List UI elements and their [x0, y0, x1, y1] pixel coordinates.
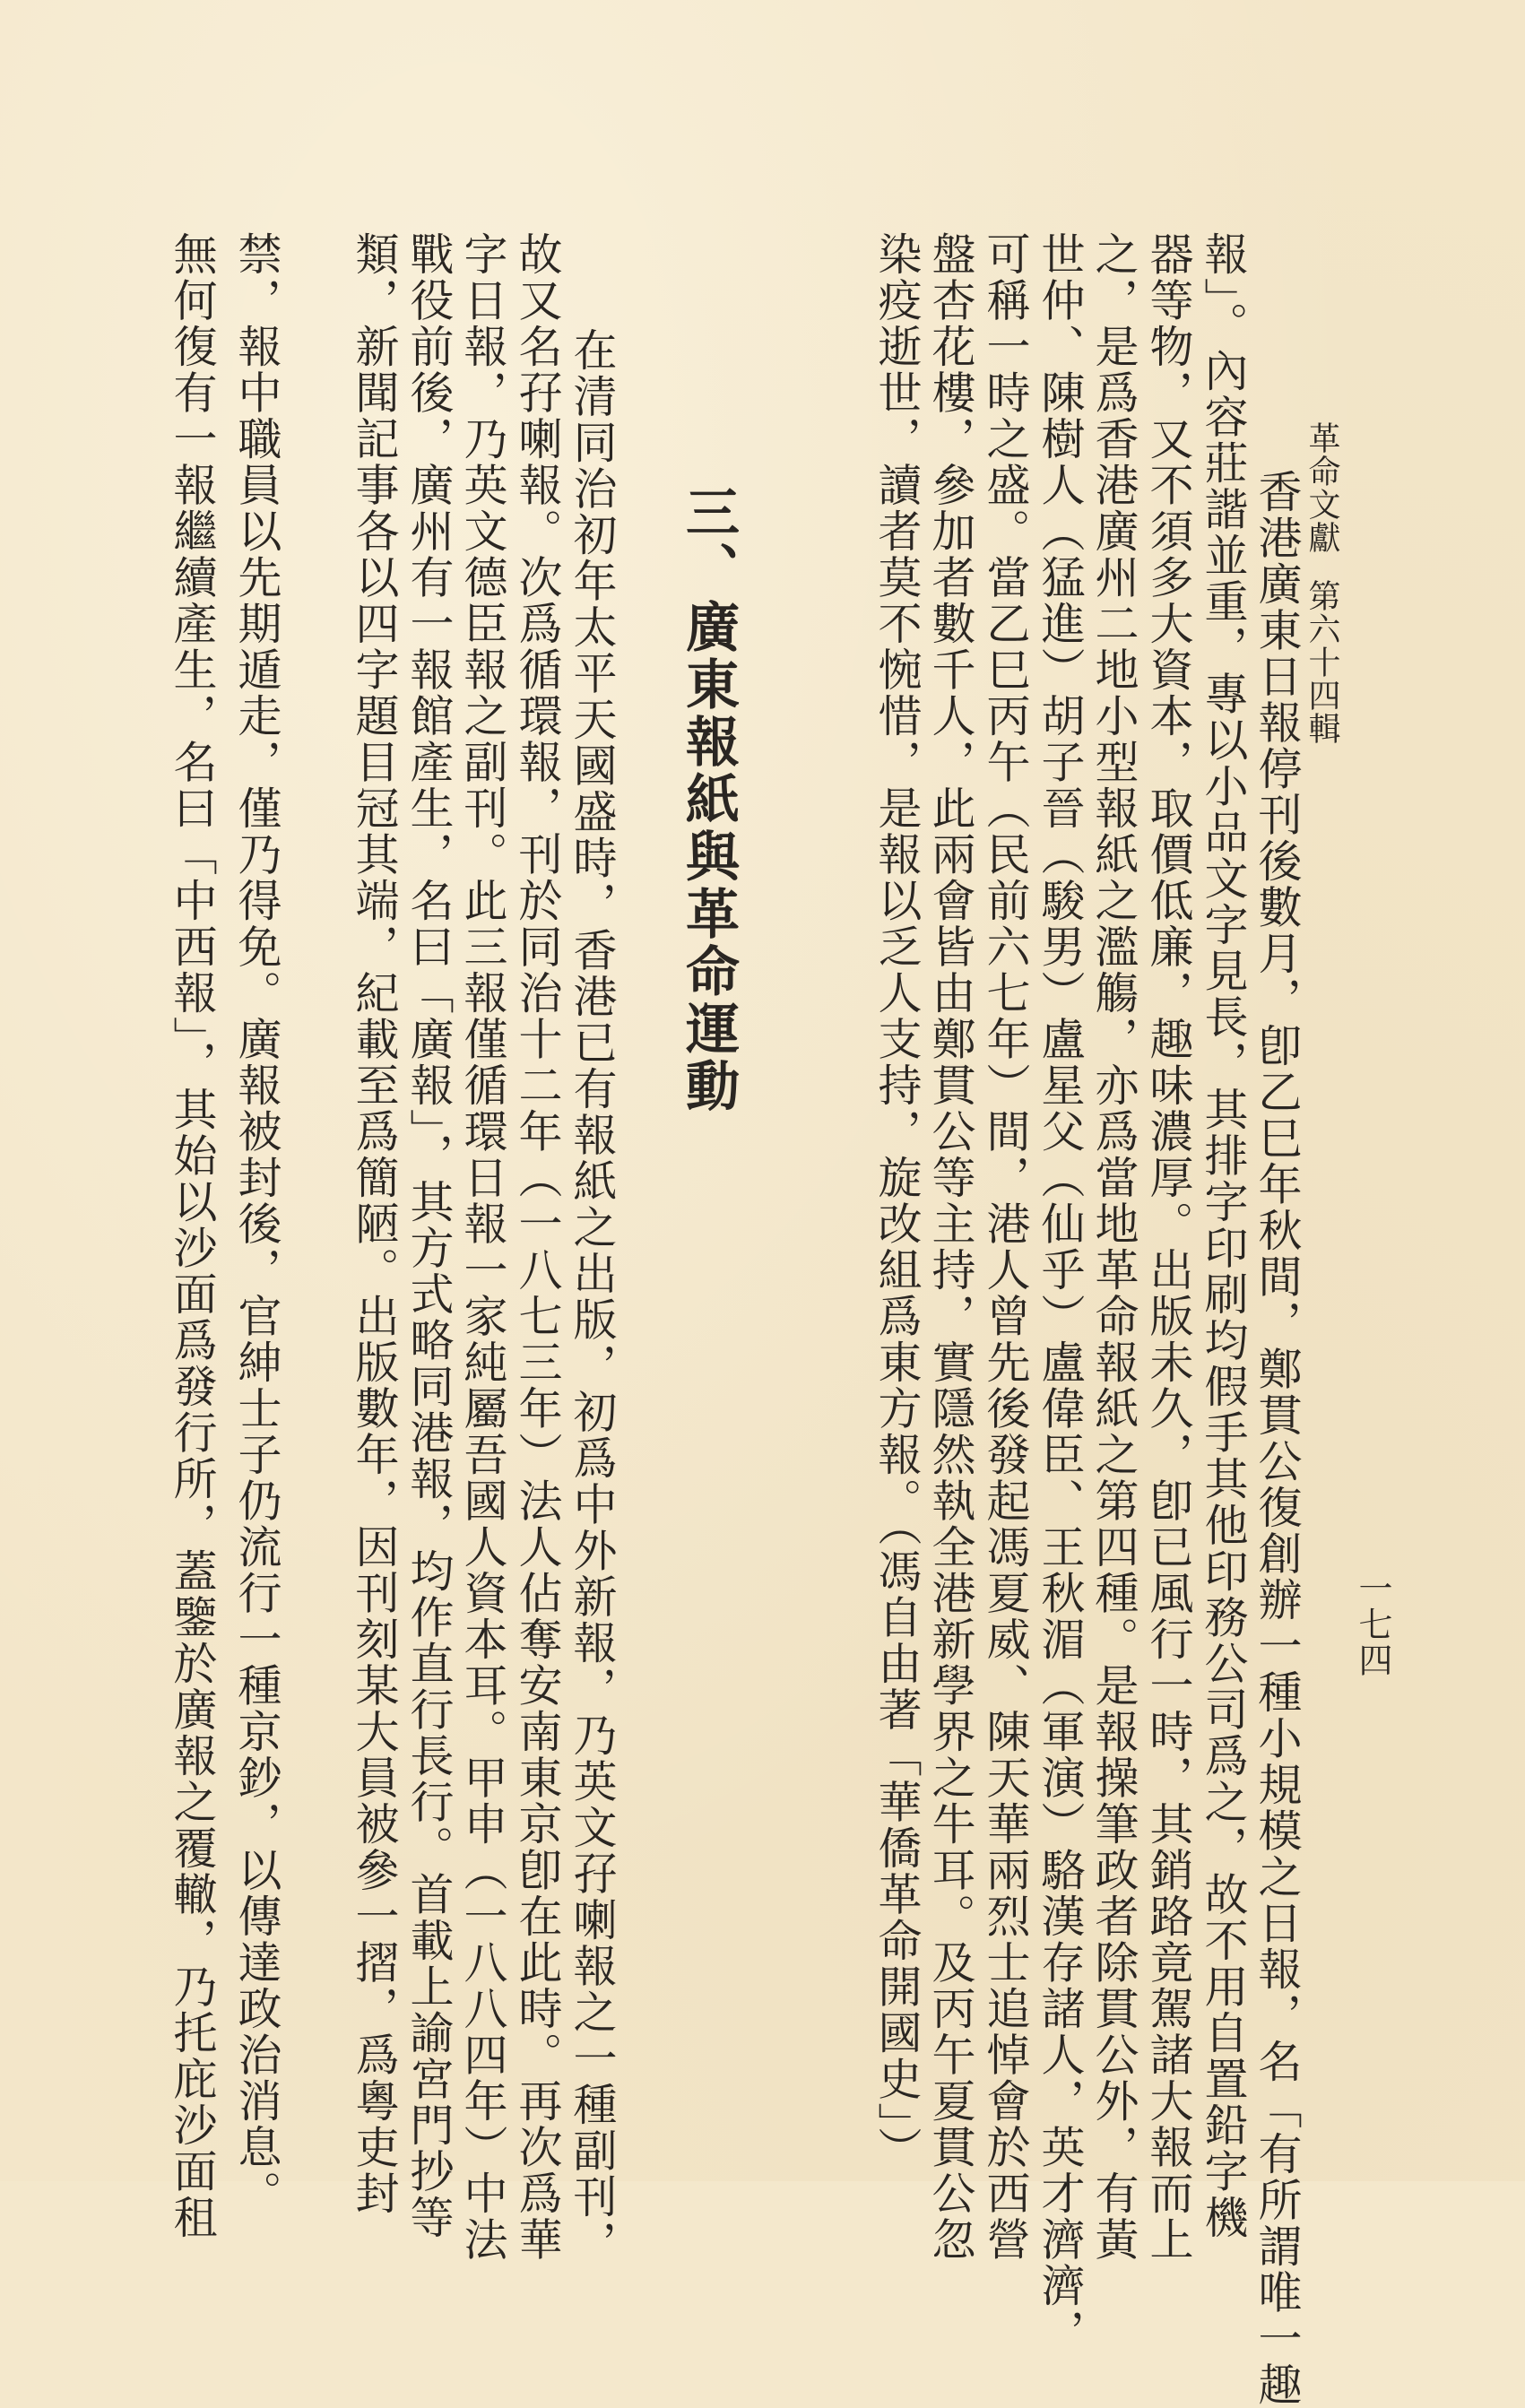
- text-column: 禁，報中職員以先期遁走，僅乃得免。廣報被封後，官紳士子仍流行一種京鈔，以傳達政治消息。: [231, 231, 282, 2217]
- text-column: 在清同治初年太平天國盛時，香港已有報紙之出版，初爲中外新報，乃英文孖喇報之一種副刊，: [567, 327, 618, 2266]
- publication-title: 革命文獻: [1304, 421, 1340, 554]
- text-column: 染疫逝世，讀者莫不惋惜，是報以乏人支持，旋改組爲東方報。（馮自由著「華僑革命開國史」）: [871, 231, 923, 2173]
- volume-label: 第六十四輯: [1304, 579, 1340, 745]
- text-column: 器等物，又不須多大資本，取價低廉，趣味濃厚。出版未久，卽已風行一時，其銷路竟駕諸大報而上: [1143, 231, 1194, 2263]
- text-column: 香港廣東日報停刊後數月，卽乙巳年秋間，鄭貫公復創辦一種小規模之日報，名「有所謂唯一趣: [1252, 469, 1303, 2408]
- running-header: [1305, 421, 1338, 745]
- text-column: 類，新聞記事各以四字題目冠其端，紀載至爲簡陋。出版數年，因刊刻某大員被參一摺，爲粵吏封: [349, 231, 400, 2217]
- text-column: 報」。內容莊諧並重，專以小品文字見長，其排字印刷均假手其他印務公司爲之，故不用自置鉛字機: [1198, 231, 1249, 2241]
- page-number: 一七四: [1353, 1571, 1392, 1678]
- text-column: 之，是爲香港廣州二地小型報紙之濫觴，亦爲當地革命報紙之第四種。是報操筆政者除貫公外，有黃: [1088, 231, 1139, 2263]
- section-heading: 三、廣東報紙與革命運動: [677, 484, 740, 1115]
- text-column: 故又名孖喇報。次爲循環報，刊於同治十二年（一八七三年）法人佔奪安南東京卽在此時。再次爲華: [512, 231, 563, 2263]
- text-column: 可稱一時之盛。當乙巳丙午（民前六七年）間，港人曾先後發起馮夏威、陳天華兩烈士追悼會於西營: [980, 231, 1031, 2263]
- text-column: 戰役前後，廣州有一報館產生，名曰「廣報」，其方式略同港報，均作直行長行。首載上諭宮門抄等: [403, 231, 455, 2241]
- text-column: 無何復有一報繼續產生，名曰「中西報」，其始以沙面爲發行所，蓋鑒於廣報之覆轍，乃托庇沙面租: [167, 231, 218, 2241]
- text-column: 字日報，乃英文德臣報之副刊。此三報僅循環日報一家純屬吾國人資本耳。甲申（一八八四年）中法: [457, 231, 508, 2263]
- text-column: 世仲、陳樹人（猛進）胡子晉（駿男）盧星父（仙乎）盧偉臣、王秋湄（軍演）駱漢存諸人，英才濟濟，: [1035, 231, 1086, 2355]
- text-column: 盤杏花樓，參加者數千人，此兩會皆由鄭貫公等主持，實隱然執全港新學界之牛耳。及丙午夏貫公忽: [925, 231, 976, 2263]
